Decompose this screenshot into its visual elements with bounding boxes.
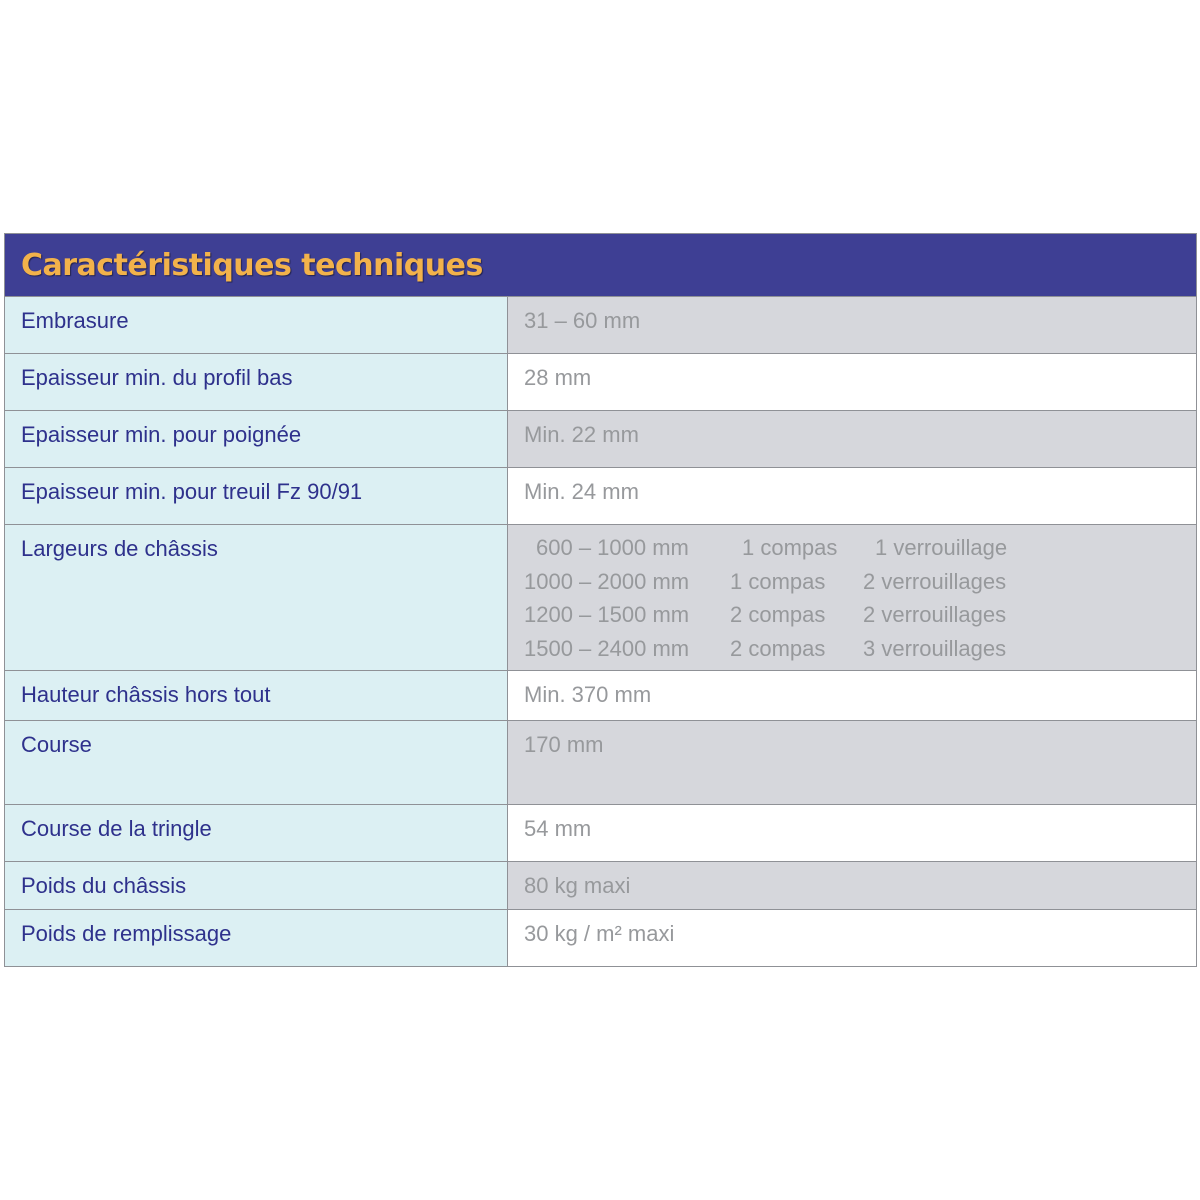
row-value: Min. 370 mm [508, 671, 1196, 720]
row-value-list [508, 525, 1196, 670]
table-row-embrasure [5, 297, 1196, 354]
largeur-verrouillage: 1 verrouillage [875, 535, 1008, 560]
spec-table [4, 233, 1197, 967]
table-title: Caractéristiques techniques [21, 247, 483, 283]
row-value: 170 mm [508, 721, 1196, 804]
largeur-compas: 1 compas [730, 568, 826, 594]
largeur-verrouillage: 2 verrouillages [863, 568, 1007, 594]
row-label: Largeurs de châssis [5, 525, 508, 670]
table-row-largeurs [5, 525, 1196, 671]
row-label: Epaisseur min. du profil bas [5, 354, 508, 410]
row-label: Course [5, 721, 508, 804]
row-value: 54 mm [508, 805, 1196, 861]
row-label: Course de la tringle [5, 805, 508, 861]
row-value: 28 mm [508, 354, 1196, 410]
table-row-poignee [5, 411, 1196, 468]
table-row-poids-chassis [5, 862, 1196, 910]
largeur-line [524, 636, 1196, 670]
table-row-tringle [5, 805, 1196, 862]
largeur-compas: 2 compas [730, 602, 826, 628]
row-label: Poids du châssis [5, 862, 508, 909]
largeur-width: 1500 – 2400 mm [524, 636, 690, 662]
largeur-verrouillage: 3 verrouillages [863, 636, 1007, 662]
row-label: Poids de remplissage [5, 910, 508, 966]
row-value: 31 – 60 mm [508, 297, 1196, 353]
largeur-compas: 1 compas [742, 535, 838, 560]
largeur-line [524, 535, 1196, 569]
largeur-compas: 2 compas [730, 636, 826, 662]
row-label: Hauteur châssis hors tout [5, 671, 508, 720]
largeur-verrouillage: 2 verrouillages [863, 602, 1007, 628]
table-row-profil-bas [5, 354, 1196, 411]
row-value: 30 kg / m² maxi [508, 910, 1196, 966]
table-header [5, 234, 1196, 297]
row-label: Epaisseur min. pour poignée [5, 411, 508, 467]
largeur-width: 1200 – 1500 mm [524, 602, 690, 628]
largeur-width: 600 – 1000 mm [536, 535, 689, 560]
row-value: Min. 22 mm [508, 411, 1196, 467]
row-value: Min. 24 mm [508, 468, 1196, 524]
row-label: Epaisseur min. pour treuil Fz 90/91 [5, 468, 508, 524]
table-row-treuil [5, 468, 1196, 525]
table-row-course [5, 721, 1196, 805]
largeur-width: 1000 – 2000 mm [524, 568, 690, 594]
table-row-hauteur [5, 671, 1196, 721]
largeur-line [524, 569, 1196, 603]
row-value: 80 kg maxi [508, 862, 1196, 909]
largeur-line [524, 602, 1196, 636]
row-label: Embrasure [5, 297, 508, 353]
table-row-remplissage [5, 910, 1196, 967]
